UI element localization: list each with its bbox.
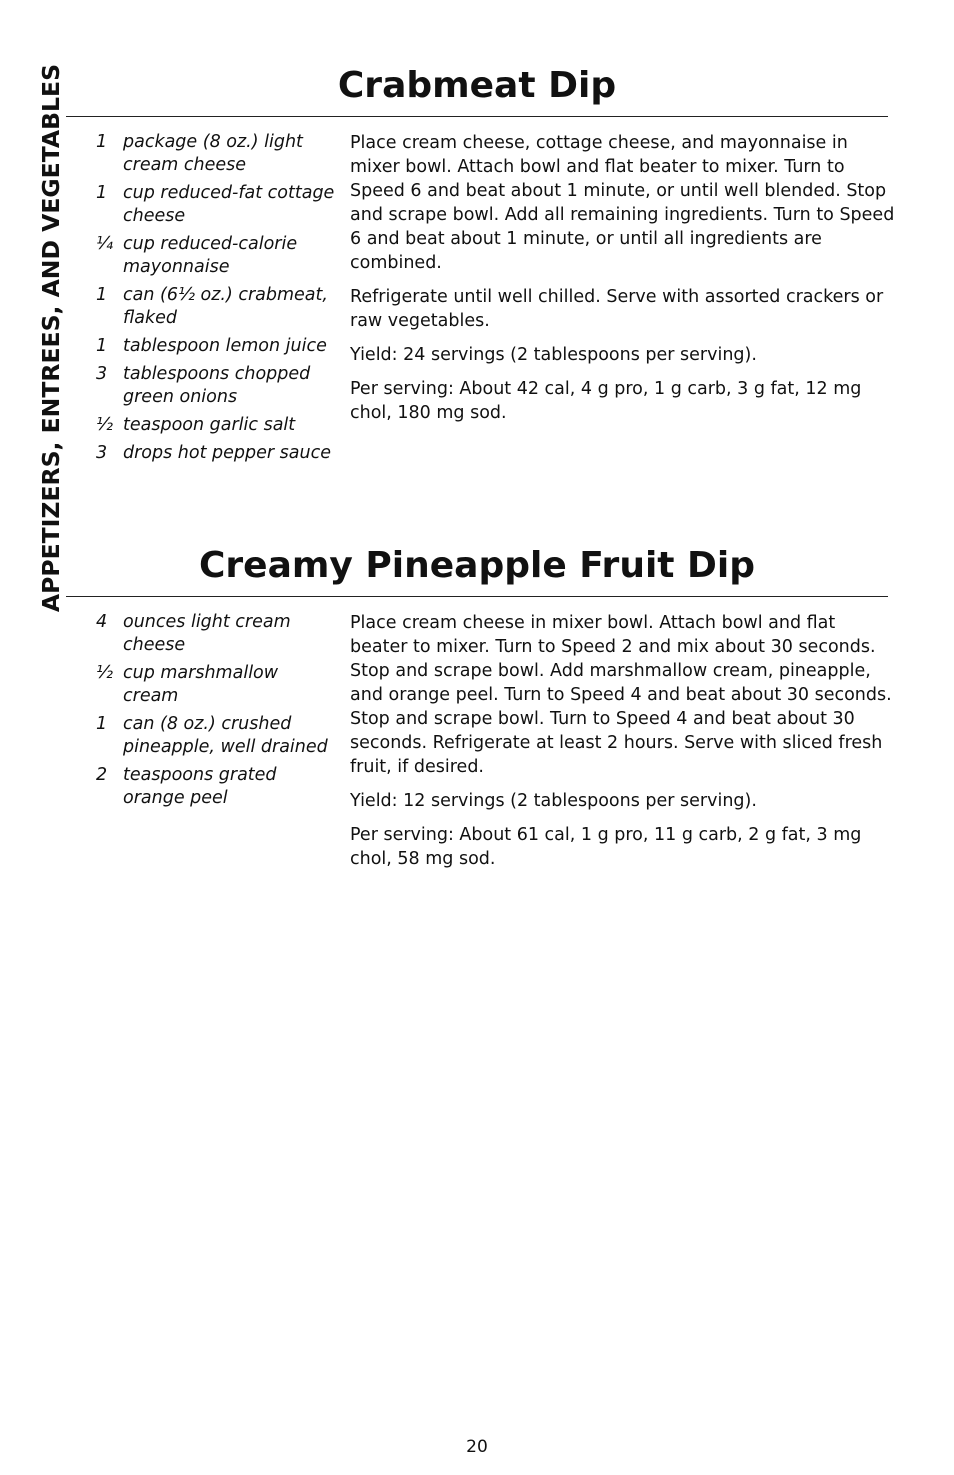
ingredient-quantity: 1 [96,336,108,356]
recipe-title: Creamy Pineapple Fruit Dip [198,545,756,586]
title-divider [66,116,888,117]
ingredient-quantity: 1 [96,132,108,152]
ingredient-description: can (8 oz.) crushed pineapple, well drained [123,714,328,757]
ingredient-description: cup reduced-calorie mayonnaise [123,234,298,277]
nutrition-text: Per serving: About 61 cal, 1 g pro, 11 g carb, 2 g fat, 3 mg chol, 58 mg sod. [350,825,862,869]
recipe-title: Crabmeat Dip [337,65,617,106]
ingredient-quantity: 3 [96,443,108,463]
ingredient-quantity: 2 [96,765,108,785]
ingredient-item [96,713,336,759]
ingredient-item [96,182,336,228]
ingredient-quantity: 1 [96,714,108,734]
nutrition-text: Per serving: About 42 cal, 4 g pro, 1 g carb, 3 g fat, 12 mg chol, 180 mg sod. [350,379,862,423]
ingredient-item [96,363,336,409]
ingredient-description: can (6½ oz.) crabmeat, flaked [123,285,328,328]
ingredient-description: ounces light cream cheese [123,612,291,655]
recipe-creamy-pineapple-fruit-dip [66,542,892,869]
title-divider [66,596,888,597]
ingredient-item [96,284,336,330]
ingredient-item [96,233,336,279]
ingredient-quantity: ½ [96,415,113,435]
ingredient-list [96,131,336,470]
ingredient-description: cup reduced-fat cottage cheese [123,183,335,226]
ingredient-item [96,414,336,437]
ingredient-description: tablespoons chopped green onions [123,364,311,407]
ingredient-description: teaspoon garlic salt [123,415,296,435]
ingredient-item [96,442,336,465]
direction-paragraph: Refrigerate until well chilled. Serve with assorted crackers or raw vegetables. [350,287,884,331]
ingredient-description: tablespoon lemon juice [123,336,327,356]
directions [350,131,895,435]
ingredient-quantity: 1 [96,285,108,305]
ingredient-item [96,764,336,810]
direction-paragraph: Place cream cheese in mixer bowl. Attach bowl and flat beater to mixer. Turn to Speed 2 and mix about 30 seconds. Stop and scrape bowl. Add marshmallow cream, pineapple, and orange peel. Turn to Speed 4 and beat about 30 seconds. Stop and scrape bowl. Turn to Speed 4 and beat about 30 seconds. Refrigerate at least 2 hours. Serve with sliced fresh fruit, if desired. [350,613,892,777]
yield-text: Yield: 24 servings (2 tablespoons per serving). [350,345,757,365]
ingredient-quantity: 1 [96,183,108,203]
directions [350,611,895,881]
ingredient-item [96,611,336,657]
recipe-crabmeat-dip [66,62,895,463]
ingredient-quantity: 3 [96,364,108,384]
section-side-tab-label: APPETIZERS, ENTREES, AND VEGETABLES [37,64,65,613]
ingredient-description: package (8 oz.) light cream cheese [123,132,303,175]
yield-text: Yield: 12 servings (2 tablespoons per serving). [350,791,757,811]
ingredient-quantity: ½ [96,663,113,683]
ingredient-item [96,335,336,358]
page-number: 20 [466,1437,488,1457]
ingredient-list [96,611,336,815]
ingredient-description: teaspoons grated orange peel [123,765,277,808]
section-side-tab [36,64,66,624]
ingredient-item [96,662,336,708]
direction-paragraph: Place cream cheese, cottage cheese, and mayonnaise in mixer bowl. Attach bowl and flat beater to mixer. Turn to Speed 6 and beat about 1 minute, or until well blended. Stop and scrape bowl. Add all remaining ingredients. Turn to Speed 6 and beat about 1 minute, or until all ingredients are combined. [350,133,895,273]
ingredient-description: cup marshmallow cream [123,663,279,706]
ingredient-quantity: ¼ [96,234,113,254]
ingredient-description: drops hot pepper sauce [123,443,331,463]
ingredient-quantity: 4 [96,612,108,632]
ingredient-item [96,131,336,177]
